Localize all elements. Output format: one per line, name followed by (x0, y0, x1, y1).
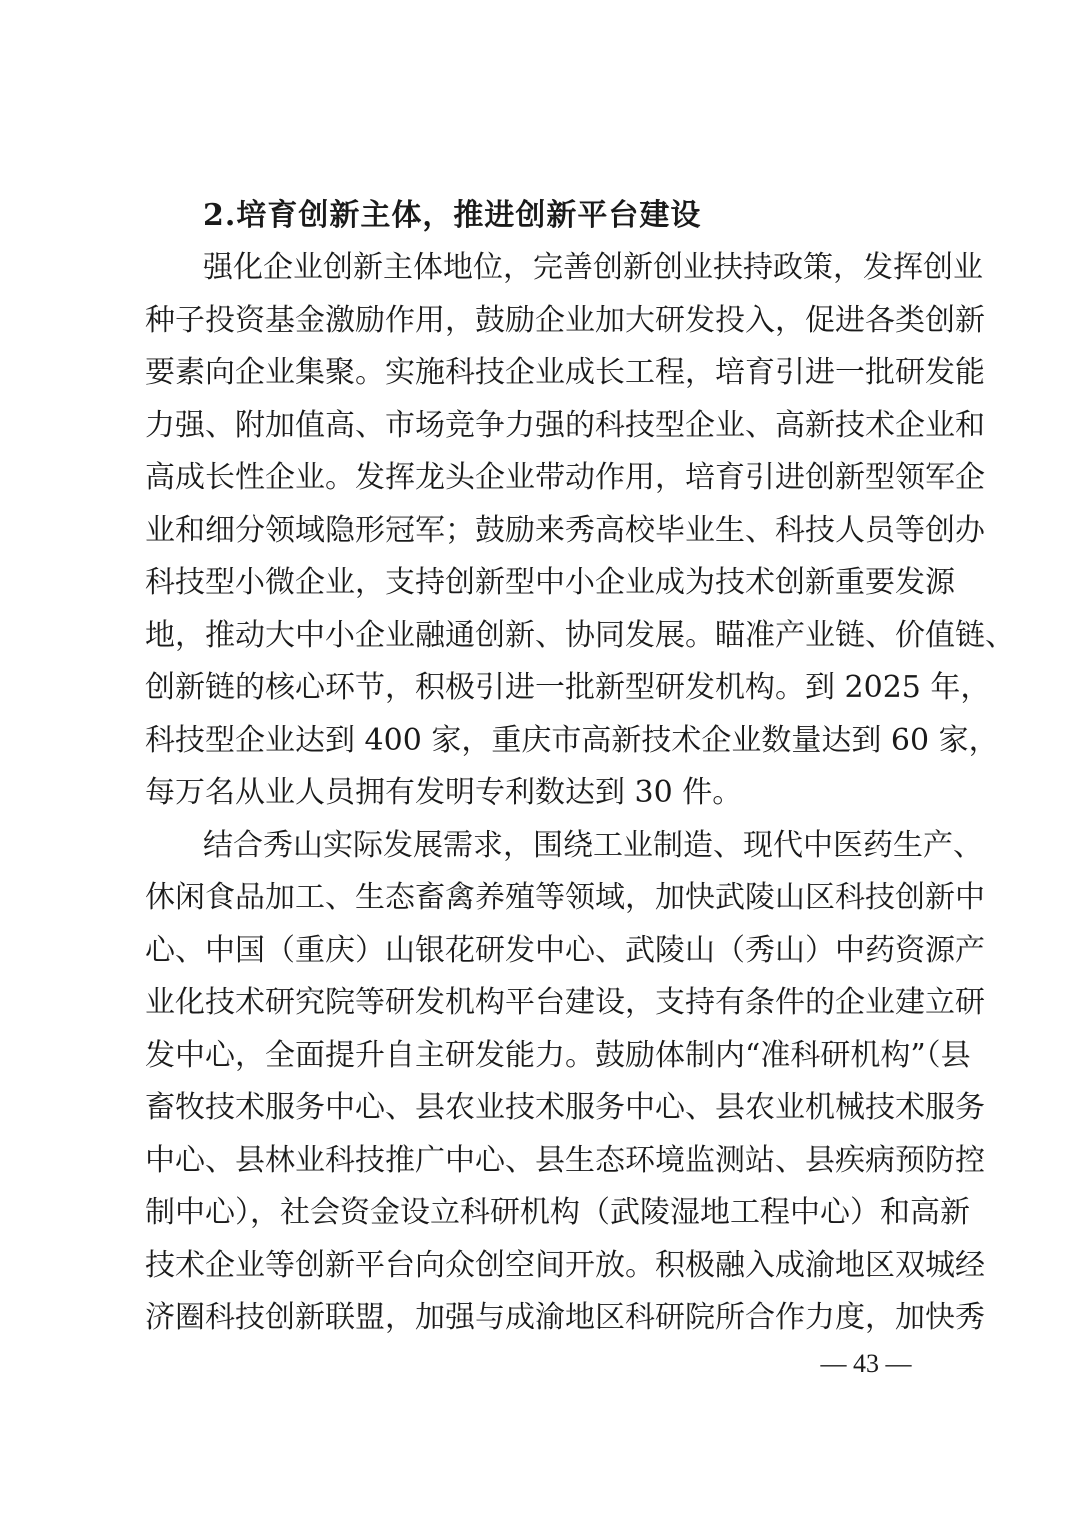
paragraph-1 (145, 242, 1015, 820)
text-line: 济圈科技创新联盟，加强与成渝地区科研院所合作力度，加快秀 (145, 1300, 985, 1335)
text-line: 发中心，全面提升自主研发能力。鼓励体制内“准科研机构”（县 (145, 1037, 971, 1073)
text-line: 技术企业等创新平台向众创空间开放。积极融入成渝地区双城经 (145, 1247, 985, 1283)
text-line: 力强、附加值高、市场竞争力强的科技型企业、高新技术企业和 (145, 407, 985, 443)
text-line: 畜牧技术服务中心、县农业技术服务中心、县农业机械技术服务 (145, 1090, 985, 1125)
text-line: 业和细分领域隐形冠军；鼓励来秀高校毕业生、科技人员等创办 (145, 512, 985, 548)
text-line: 业化技术研究院等研发机构平台建设，支持有条件的企业建立研 (145, 985, 985, 1020)
paragraph-2 (145, 820, 985, 1345)
text-line: 地，推动大中小企业融通创新、协同发展。瞄准产业链、价值链、 (145, 617, 1015, 653)
text-line: 强化企业创新主体地位，完善创新创业扶持政策，发挥创业 (203, 250, 983, 285)
text-line: 中心、县林业科技推广中心、县生态环境监测站、县疾病预防控 (145, 1142, 985, 1178)
text-line: 科技型小微企业，支持创新型中小企业成为技术创新重要发源 (145, 565, 955, 600)
text-line: 创新链的核心环节，积极引进一批新型研发机构。到 2025 年， (145, 670, 991, 705)
text-line: 结合秀山实际发展需求，围绕工业制造、现代中医药生产、 (203, 827, 983, 863)
section-heading: 2.培育创新主体，推进创新平台建设 (203, 198, 702, 233)
text-line: 科技型企业达到 400 家，重庆市高新技术企业数量达到 60 家， (145, 722, 999, 758)
text-line: 高成长性企业。发挥龙头企业带动作用，培育引进创新型领军企 (145, 460, 985, 495)
text-line: 种子投资基金激励作用，鼓励企业加大研发投入，促进各类创新 (145, 302, 985, 338)
text-line: 要素向企业集聚。实施科技企业成长工程，培育引进一批研发能 (145, 355, 985, 390)
text-line: 休闲食品加工、生态畜禽养殖等领域，加快武陵山区科技创新中 (145, 880, 985, 915)
page-number: — 43 — (820, 1349, 912, 1378)
text-line: 制中心），社会资金设立科研机构（武陵湿地工程中心）和高新 (145, 1195, 970, 1230)
text-line: 心、中国（重庆）山银花研发中心、武陵山（秀山）中药资源产 (145, 932, 985, 968)
document-body (145, 190, 1015, 1345)
text-line: 每万名从业人员拥有发明专利数达到 30 件。 (145, 775, 743, 810)
